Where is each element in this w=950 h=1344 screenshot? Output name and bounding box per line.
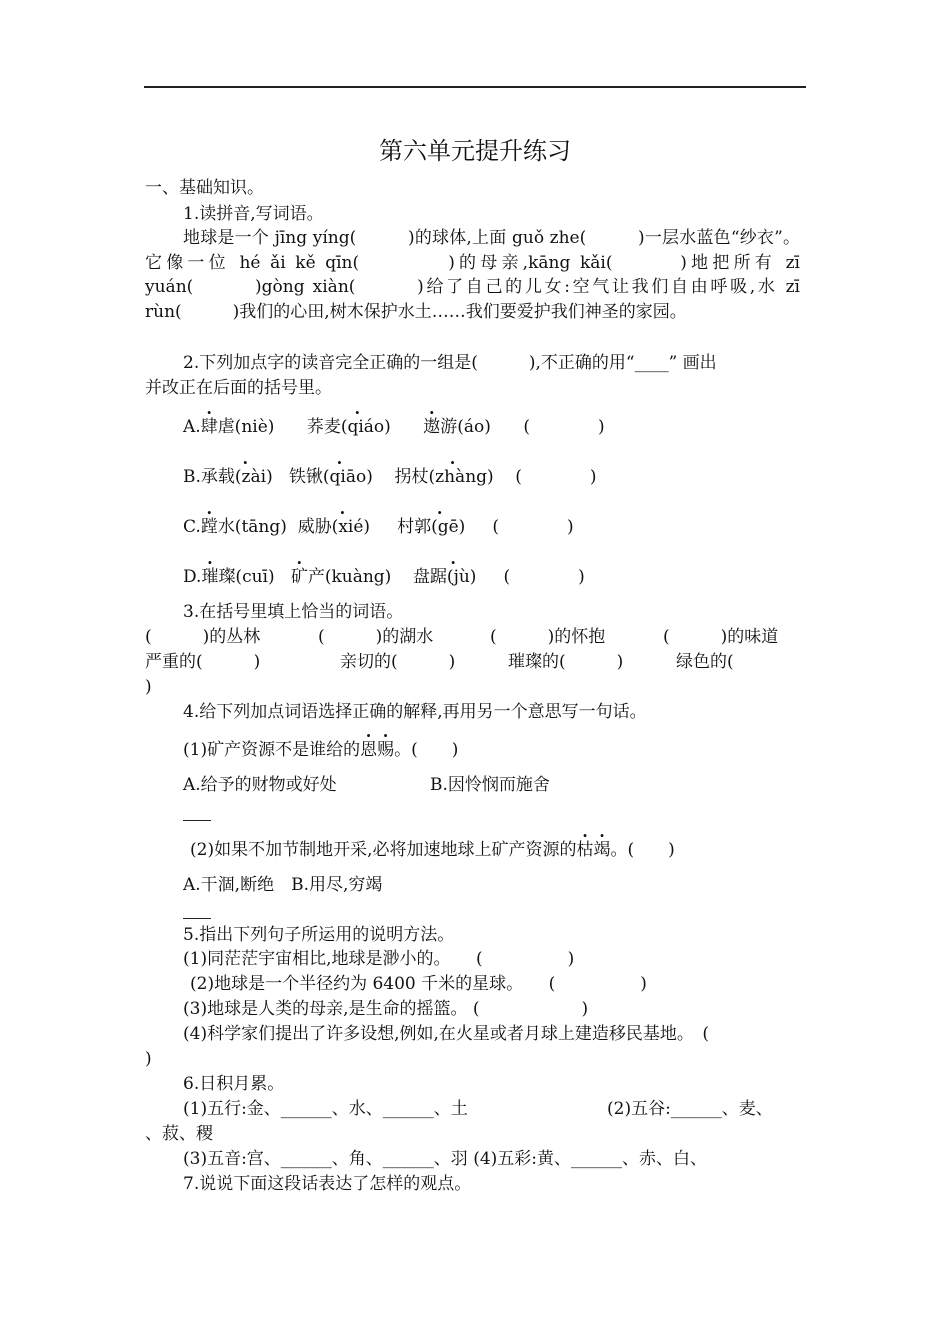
q7-prompt: 7.说说下面这段话表达了怎样的观点。 [183, 1174, 472, 1194]
dotted-char: . 胁(xié) [315, 517, 370, 537]
dotted-char: 璀 [201, 567, 219, 587]
q5-wrap-paren: ) [145, 1049, 152, 1069]
q3-fill-4[interactable]: ( )的味道 [663, 627, 779, 647]
answer-blank[interactable]: ( ) [523, 417, 605, 437]
dotted-char: 恩 [360, 740, 378, 760]
dotted-char: . 郭(gē) [414, 517, 465, 537]
q4-sub1: (1)矿产资源不是谁给的恩赐。( ) [183, 740, 459, 760]
dotted-char: 遨 [423, 417, 441, 437]
q4-sub1-option-b: B.因怜悯而施舍 [430, 775, 550, 795]
q2-option-d: D.璀璨(cuī) 矿产(kuàng) 盘. 踞(jù) ( ) [183, 565, 585, 589]
q4-prompt: 4.给下列加点词语选择正确的解释,再用另一个意思写一句话。 [183, 702, 647, 722]
dotted-char: 肆 [200, 417, 218, 437]
q5-item-4: (4)科学家们提出了许多设想,例如,在火星或者月球上建造移民基地。 ( [183, 1024, 710, 1044]
q3-fill-5[interactable]: 严重的( ) [145, 652, 261, 672]
dotted-char: 枯 [576, 840, 594, 860]
q6-line-1b: (2)五谷:______、麦、 [607, 1099, 773, 1119]
dotted-char: . 载(zài) [218, 467, 273, 487]
header-rule [144, 86, 806, 88]
q3-fill-2[interactable]: ( )的湖水 [318, 627, 434, 647]
q5-item-2: (2)地球是一个半径约为 6400 千米的星球。 ( ) [190, 974, 647, 994]
q3-prompt: 3.在括号里填上恰当的词语。 [183, 602, 404, 622]
q3-fill-3[interactable]: ( )的怀抱 [490, 627, 606, 647]
q2-prompt-line1: 2.下列加点字的读音完全正确的一组是( ),不正确的用“____” 画出 [183, 353, 717, 373]
q1-passage [145, 226, 800, 324]
answer-blank[interactable]: ( ) [492, 517, 574, 537]
answer-blank[interactable]: ( ) [515, 467, 597, 487]
q4-sub2: (2)如果不加节制地开采,必将加速地球上矿产资源的枯竭。( ) [190, 840, 675, 860]
q6-line-3: (3)五音:宫、______、角、______、羽 (4)五彩:黄、______、赤、白、 [183, 1149, 708, 1169]
q2-option-b: B.承. 载(zài) 铁. 锹(qiāo) 拐. 杖(zhàng) ( ) [183, 465, 597, 489]
q4-sub1-option-a: A.给予的财物或好处 [183, 775, 337, 795]
dotted-char: 矿 [290, 567, 308, 587]
q2-prompt-line2: 并改正在后面的括号里。 [145, 378, 332, 398]
section-heading: 一、基础知识。 [145, 178, 264, 198]
q3-fill-1[interactable]: ( )的丛林 [145, 627, 261, 647]
dotted-char: 竭 [593, 840, 611, 860]
page-title: 第六单元提升练习 [379, 137, 571, 165]
q4-sub2-options: A.干涸,断绝 B.用尽,穷竭 [183, 875, 383, 895]
q3-wrap-paren: ) [145, 677, 152, 697]
q5-item-3: (3)地球是人类的母亲,是生命的摇篮。 ( ) [183, 999, 589, 1019]
q4-answer-line-2[interactable] [183, 918, 211, 919]
q2-option-a: A.肆虐(niè) 荞. 麦(qiáo) 遨游(áo) ( ) [183, 415, 605, 439]
dotted-char: . 麦(qiáo) [324, 417, 391, 437]
q5-prompt: 5.指出下列句子所运用的说明方法。 [183, 925, 455, 945]
q6-line-1a: (1)五行:金、______、水、______、土 [183, 1099, 468, 1119]
q2-option-c: C.蹚水(tāng) 威. 胁(xié) 村. 郭(gē) ( ) [183, 515, 574, 539]
q1-prompt: 1.读拼音,写词语。 [183, 204, 324, 224]
q5-item-1: (1)同茫茫宇宙相比,地球是渺小的。 ( ) [183, 949, 575, 969]
q3-fill-7[interactable]: 璀璨的( ) [508, 652, 624, 672]
q3-fill-8[interactable]: 绿色的( [676, 652, 734, 672]
dotted-char: 蹚 [200, 517, 218, 537]
dotted-char: . 锹(qiāo) [306, 467, 373, 487]
answer-blank[interactable]: ( ) [503, 567, 585, 587]
q4-answer-line-1[interactable] [183, 820, 211, 821]
q3-fill-6[interactable]: 亲切的( ) [340, 652, 456, 672]
q6-line-2: 、菽、稷 [145, 1124, 213, 1144]
q1-passage-text: 地球是一个 jīng yíng( )的球体,上面 guǒ zhe( )一层水蓝色“纱衣”。它像一位 hé ǎi kě qīn( )的母亲,kāng kǎi( )地把所有 zī yuán( )gòng xiàn( )给了自己的儿女:空气让我们自由呼吸,水 zī rùn( )我们的心田,树木保护水土……我们要爱护我们神圣的家园。 [145, 228, 800, 322]
q6-prompt: 6.日积月累。 [183, 1074, 285, 1094]
dotted-char: . 踞(jù) [430, 567, 476, 587]
dotted-char: . 杖(zhàng) [412, 467, 494, 487]
dotted-char: 赐 [377, 740, 395, 760]
